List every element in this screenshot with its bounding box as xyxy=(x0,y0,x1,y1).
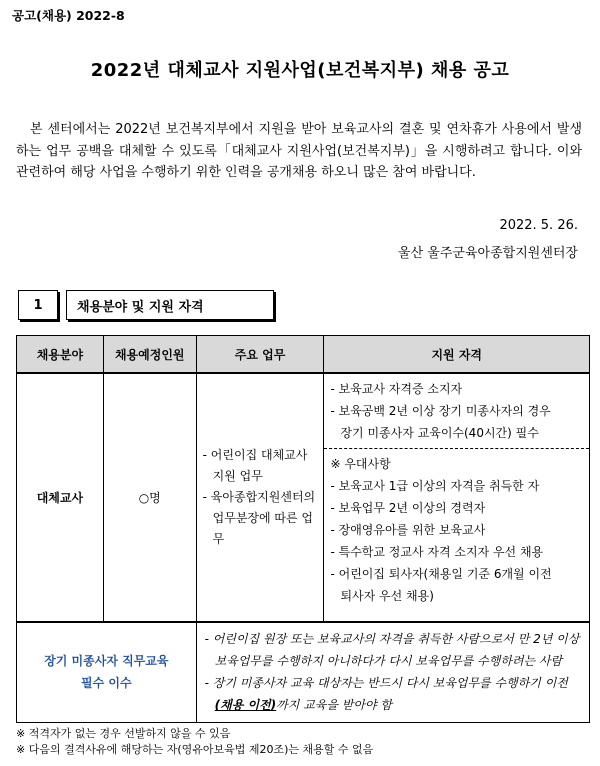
field-cell: 대체교사 xyxy=(17,373,104,622)
header-field: 채용분야 xyxy=(17,336,104,374)
table-header-row xyxy=(17,336,590,374)
header-qualification: 지원 자격 xyxy=(324,336,590,374)
qualification-line: - 보육교사 자격증 소지자 xyxy=(330,382,463,396)
requirement-emphasis: (채용 이전) xyxy=(214,698,277,713)
requirement-row xyxy=(17,622,590,722)
requirement-line: - 장기 미종사자 교육 대상자는 반드시 다시 보육업무를 수행하기 이전 xyxy=(204,676,568,691)
section-number: 1 xyxy=(18,290,58,320)
requirement-label-line: 필수 이수 xyxy=(81,676,132,691)
table-row xyxy=(17,373,590,622)
qualification-line: 장기 미종사자 교육이수(40시간) 필수 xyxy=(340,426,539,440)
preferred-line: - 보육업무 2년 이상의 경력자 xyxy=(330,501,486,515)
divider xyxy=(324,448,589,449)
count-cell: ○명 xyxy=(103,373,196,622)
preferred-line: 퇴사자 우선 채용) xyxy=(340,589,434,603)
requirement-line xyxy=(205,694,581,716)
announcement-date: 2022. 5. 26. xyxy=(499,218,578,233)
qualification-cell xyxy=(324,373,590,622)
header-duty: 주요 업무 xyxy=(196,336,324,374)
preferred-line: - 특수학교 정교사 자격 소지자 우선 채용 xyxy=(330,545,544,559)
duty-line: 지원 업무 xyxy=(212,469,263,483)
issuing-organization: 울산 울주군육아종합지원센터장 xyxy=(398,246,578,261)
duty-line: - 육아종합지원센터의 xyxy=(202,490,316,504)
requirement-text xyxy=(196,622,589,722)
duty-line: - 어린이집 대체교사 xyxy=(202,448,308,462)
preferred-line: - 장애영유아를 위한 보육교사 xyxy=(330,523,486,537)
requirement-label xyxy=(17,622,197,722)
intro-paragraph: 본 센터에서는 2022년 보건복지부에서 지원을 받아 보육교사의 결혼 및 연차휴가 사용에서 발생하는 업무 공백을 대체할 수 있도록「대체교사 지원사업(보건복지부)」을 시행하려고 합니다. 이와 관련하여 해당 사업을 수행하기 위한 인력을 공개채용 하오니 많은 참여 바랍니다. xyxy=(16,122,582,180)
note-line: ※ 다음의 결격사유에 해당하는 자(영유아보육법 제20조)는 채용할 수 없음 xyxy=(16,743,374,756)
duty-line: 업무분장에 따른 업무 xyxy=(212,511,314,546)
qualification-line: - 보육공백 2년 이상 장기 미종사자의 경우 xyxy=(330,404,551,418)
section-header xyxy=(18,290,274,320)
preferred-line: - 어린이집 퇴사자(채용일 기준 6개월 이전 xyxy=(330,567,552,581)
page-title: 2022년 대체교사 지원사업(보건복지부) 채용 공고 xyxy=(90,60,510,81)
requirement-line-rest: 까지 교육을 받아야 함 xyxy=(276,698,392,713)
duty-cell xyxy=(196,373,324,622)
requirement-label-line: 장기 미종사자 직무교육 xyxy=(44,654,169,669)
document-code: 공고(채용) 2022-8 xyxy=(12,8,125,23)
note-line: ※ 적격자가 없는 경우 선발하지 않을 수 있음 xyxy=(16,727,231,740)
preferred-line: - 보육교사 1급 이상의 자격을 취득한 자 xyxy=(330,479,540,493)
preferred-label: ※ 우대사항 xyxy=(330,457,391,471)
header-count: 채용예정인원 xyxy=(103,336,196,374)
section-title: 채용분야 및 지원 자격 xyxy=(66,290,274,320)
notes xyxy=(16,726,373,758)
recruitment-table xyxy=(16,335,590,723)
requirement-line: 보육업무를 수행하지 아니하다가 다시 보육업무를 수행하려는 사람 xyxy=(214,654,563,669)
requirement-line: - 어린이집 원장 또는 보육교사의 자격을 취득한 사람으로서 만 2년 이상 xyxy=(204,632,580,647)
